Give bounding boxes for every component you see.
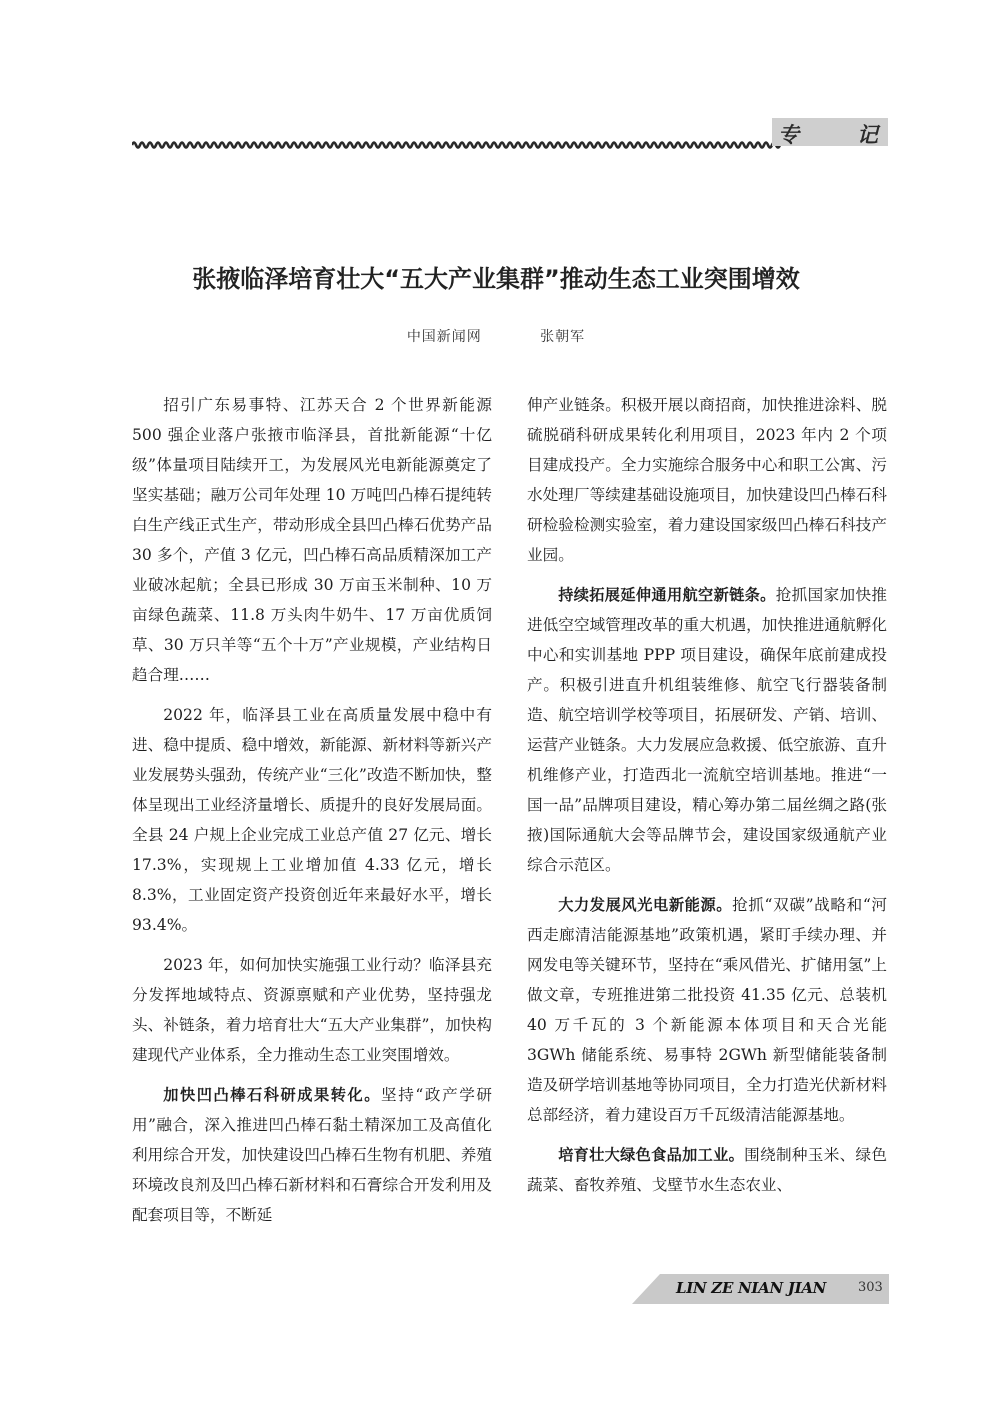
paragraph: 伸产业链条。积极开展以商招商，加快推进涂料、脱硫脱硝科研成果转化利用项目，2023 年内 2 个项目建成投产。全力实施综合服务中心和职工公寓、污水处理厂等续建基础设施项目，加快建设凹凸棒石科研检验检测实验室，着力建设国家级凹凸棒石科技产业园。 [527,396,887,564]
paragraph [527,1140,887,1200]
paragraph-text: 坚持“政产学研用”融合，深入推进凹凸棒石黏土精深加工及高值化利用综合开发，加快建设凹凸棒石生物有机肥、养殖环境改良剂及凹凸棒石新材料和石膏综合开发利用及配套项目等，不断延 [132,1086,493,1224]
article-title: 张掖临泽培育壮大“五大产业集群”推动生态工业突围增效 [192,265,800,293]
journal-name: LIN ZE NIAN JIAN [676,1279,827,1297]
paragraph-heading: 加快凹凸棒石科研成果转化。 [163,1086,382,1104]
paragraph: 2023 年，如何加快实施强工业行动？临泽县充分发挥地域特点、资源禀赋和产业优势，坚持强龙头、补链条，着力培育壮大“五大产业集群”，加快构建现代产业体系，全力推动生态工业突围增效。 [132,956,492,1064]
paragraph-text: 围绕制种玉米、绿色蔬菜、畜牧养殖、戈壁节水生态农业、 [527,1146,887,1194]
paragraph-heading: 培育壮大绿色食品加工业。 [558,1146,745,1164]
paragraph-heading: 大力发展风光电新能源。 [558,896,733,914]
paragraph: 2022 年，临泽县工业在高质量发展中稳中有进、稳中提质、稳中增效，新能源、新材料等新兴产业发展势头强劲，传统产业“三化”改造不断加快，整体呈现出工业经济量增长、质提升的良好发展局面。全县 24 户规上企业完成工业总产值 27 亿元、增长 17.3%，实现规上工业增加值 4.33 亿元，增长 8.3%，工业固定资产投资创近年来最好水平，增长 93.4%。 [132,706,492,934]
paragraph: 招引广东易事特、江苏天合 2 个世界新能源 500 强企业落户张掖市临泽县，首批新能源“十亿级”体量项目陆续开工，为发展风光电新能源奠定了坚实基础；融万公司年处理 10 万吨凹凸棒石提纯转白生产线正式生产，带动形成全县凹凸棒石优势产品 30 多个，产值 3 亿元，凹凸棒石高品质精深加工产业破冰起航；全县已形成 30 万亩玉米制种、10 万亩绿色蔬菜、11.8 万头肉牛奶牛、17 万亩优质饲草、30 万只羊等“五个十万”产业规模，产业结构日趋合理…… [132,396,492,684]
header-wavy-rule [132,138,782,152]
paragraph-text: 抢抓“双碳”战略和“河西走廊清洁能源基地”政策机遇，紧盯手续办理、并网发电等关键环节，坚持在“乘风借光、扩储用氢”上做文章，专班推进第二批投资 41.35 亿元、总装机 40 万千瓦的 3 个新能源本体项目和天合光能 3GWh 储能系统、易事特 2GWh 新型储能装备制造及研学培训基地等协同项目，全力打造光伏新材料总部经济，着力建设百万千瓦级清洁能源基地。 [527,896,888,1124]
section-tag-char-1: 专 [778,122,799,147]
left-column [132,390,492,1240]
paragraph [527,890,887,1130]
section-tag [772,118,888,146]
page-number: 303 [858,1280,883,1295]
paragraph [132,1080,492,1230]
right-column [527,390,887,1210]
byline: 中国新闻网 张朝军 [406,329,586,345]
paragraph-heading: 持续拓展延伸通用航空新链条。 [558,586,776,604]
section-tag-char-2: 记 [857,122,878,147]
paragraph-text: 抢抓国家加快推进低空空域管理改革的重大机遇，加快推进通航孵化中心和实训基地 PPP 项目建设，确保年底前建成投产。积极引进直升机组装维修、航空飞行器装备制造、航空培训学校等项目，拓展研发、产销、培训、运营产业链条。大力发展应急救援、低空旅游、直升机维修产业，打造西北一流航空培训基地。推进“一国一品”品牌项目建设，精心筹办第二届丝绸之路(张掖)国际通航大会等品牌节会，建设国家级通航产业综合示范区。 [527,586,887,874]
paragraph [527,580,887,880]
footer-banner [632,1274,889,1304]
